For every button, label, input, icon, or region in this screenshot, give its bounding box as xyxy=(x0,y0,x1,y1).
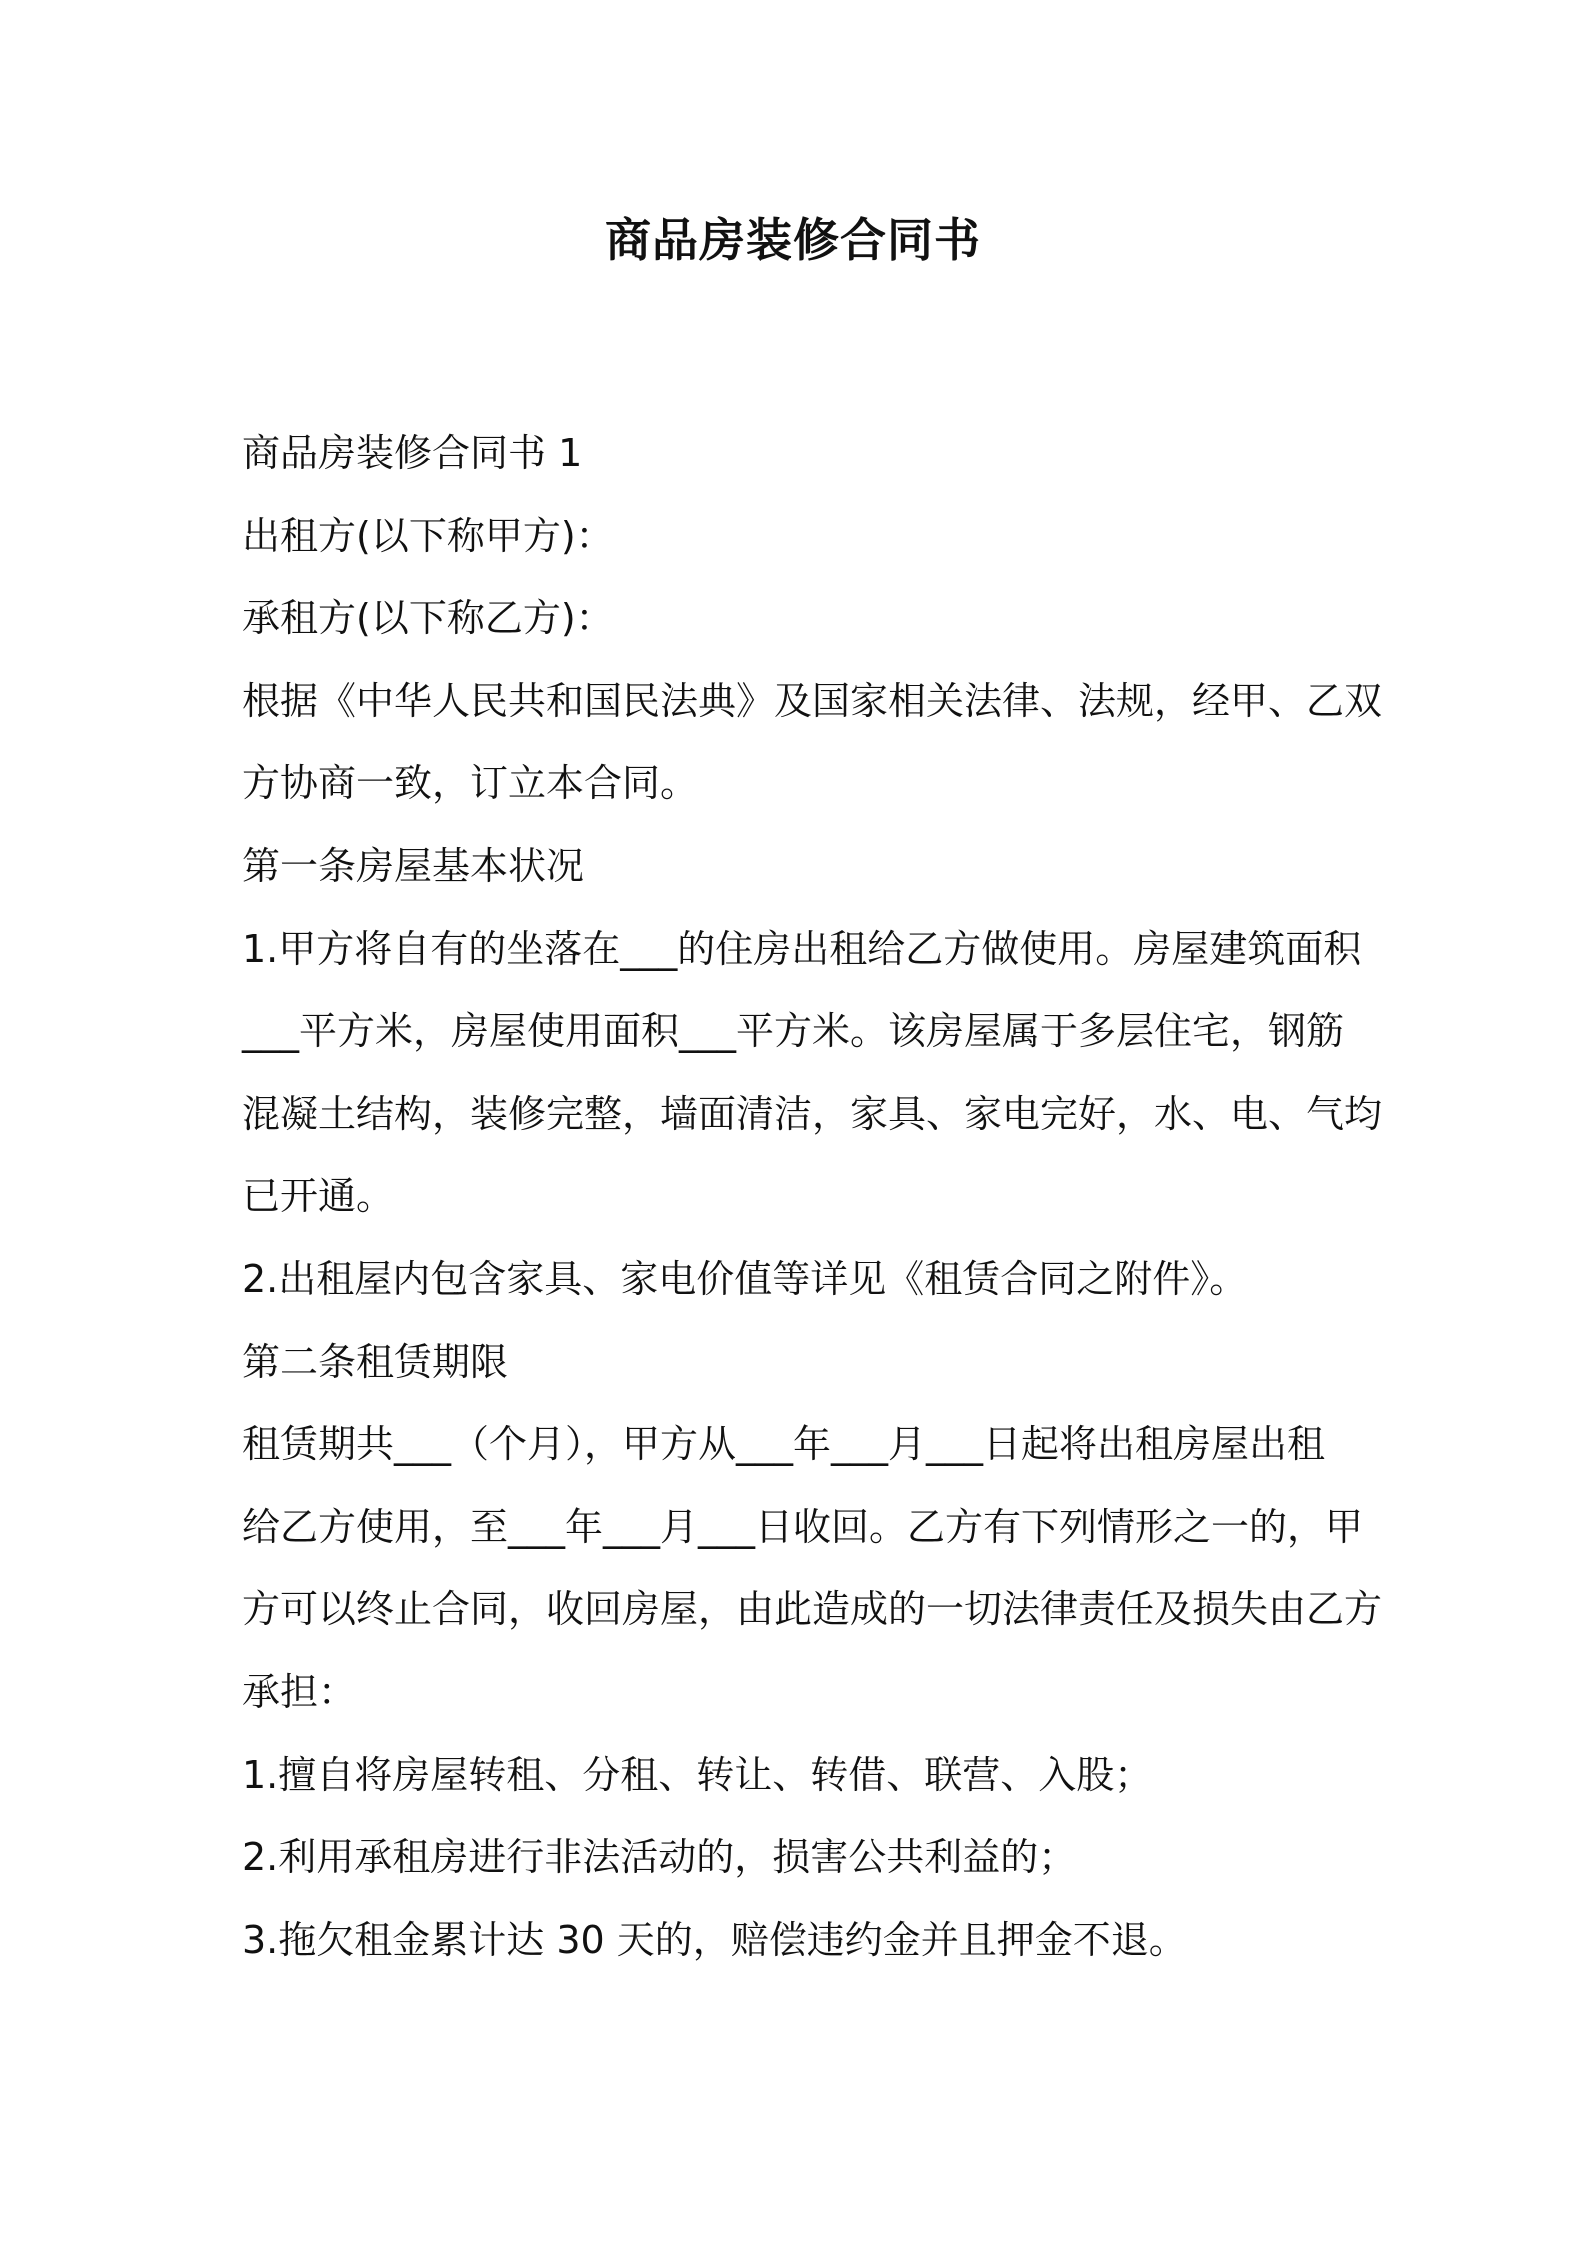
clause-line: 混凝土结构，装修完整，墙面清洁，家具、家电完好，水、电、气均 xyxy=(242,1091,1383,1136)
article-heading: 第一条房屋基本状况 xyxy=(242,843,585,888)
document-body xyxy=(242,412,1383,1981)
clause-line: 方可以终止合同，收回房屋，由此造成的一切法律责任及损失由乙方 xyxy=(242,1587,1383,1632)
clause-line: 2.出租屋内包含家具、家电价值等详见《租赁合同之附件》。 xyxy=(242,1256,1248,1301)
party-b-line: 承租方(以下称乙方)： xyxy=(242,596,614,641)
subtitle-line: 商品房装修合同书 1 xyxy=(242,431,583,475)
article-heading: 第二条租赁期限 xyxy=(242,1339,509,1384)
list-item: 2.利用承租房进行非法活动的，损害公共利益的； xyxy=(242,1835,1077,1880)
preamble-line: 方协商一致，订立本合同。 xyxy=(242,761,699,806)
preamble-line: 根据《中华人民共和国民法典》及国家相关法律、法规，经甲、乙双 xyxy=(242,678,1383,723)
clause-line: 已开通。 xyxy=(242,1174,395,1219)
party-a-line: 出租方(以下称甲方)： xyxy=(242,513,614,558)
clause-line: 租赁期共___（个月），甲方从___年___月___日起将出租房屋出租 xyxy=(242,1422,1326,1467)
clause-line: ___平方米，房屋使用面积___平方米。该房屋属于多层住宅，钢筋 xyxy=(242,1009,1345,1054)
list-item: 1.擅自将房屋转租、分租、转让、转借、联营、入股； xyxy=(242,1752,1153,1797)
clause-line: 给乙方使用，至___年___月___日收回。乙方有下列情形之一的，甲 xyxy=(242,1504,1364,1549)
clause-line: 承担： xyxy=(242,1669,357,1714)
document-title: 商品房装修合同书 xyxy=(605,213,981,267)
list-item: 3.拖欠租金累计达 30 天的，赔偿违约金并且押金不退。 xyxy=(242,1917,1187,1962)
clause-line: 1.甲方将自有的坐落在___的住房出租给乙方做使用。房屋建筑面积 xyxy=(242,926,1362,971)
